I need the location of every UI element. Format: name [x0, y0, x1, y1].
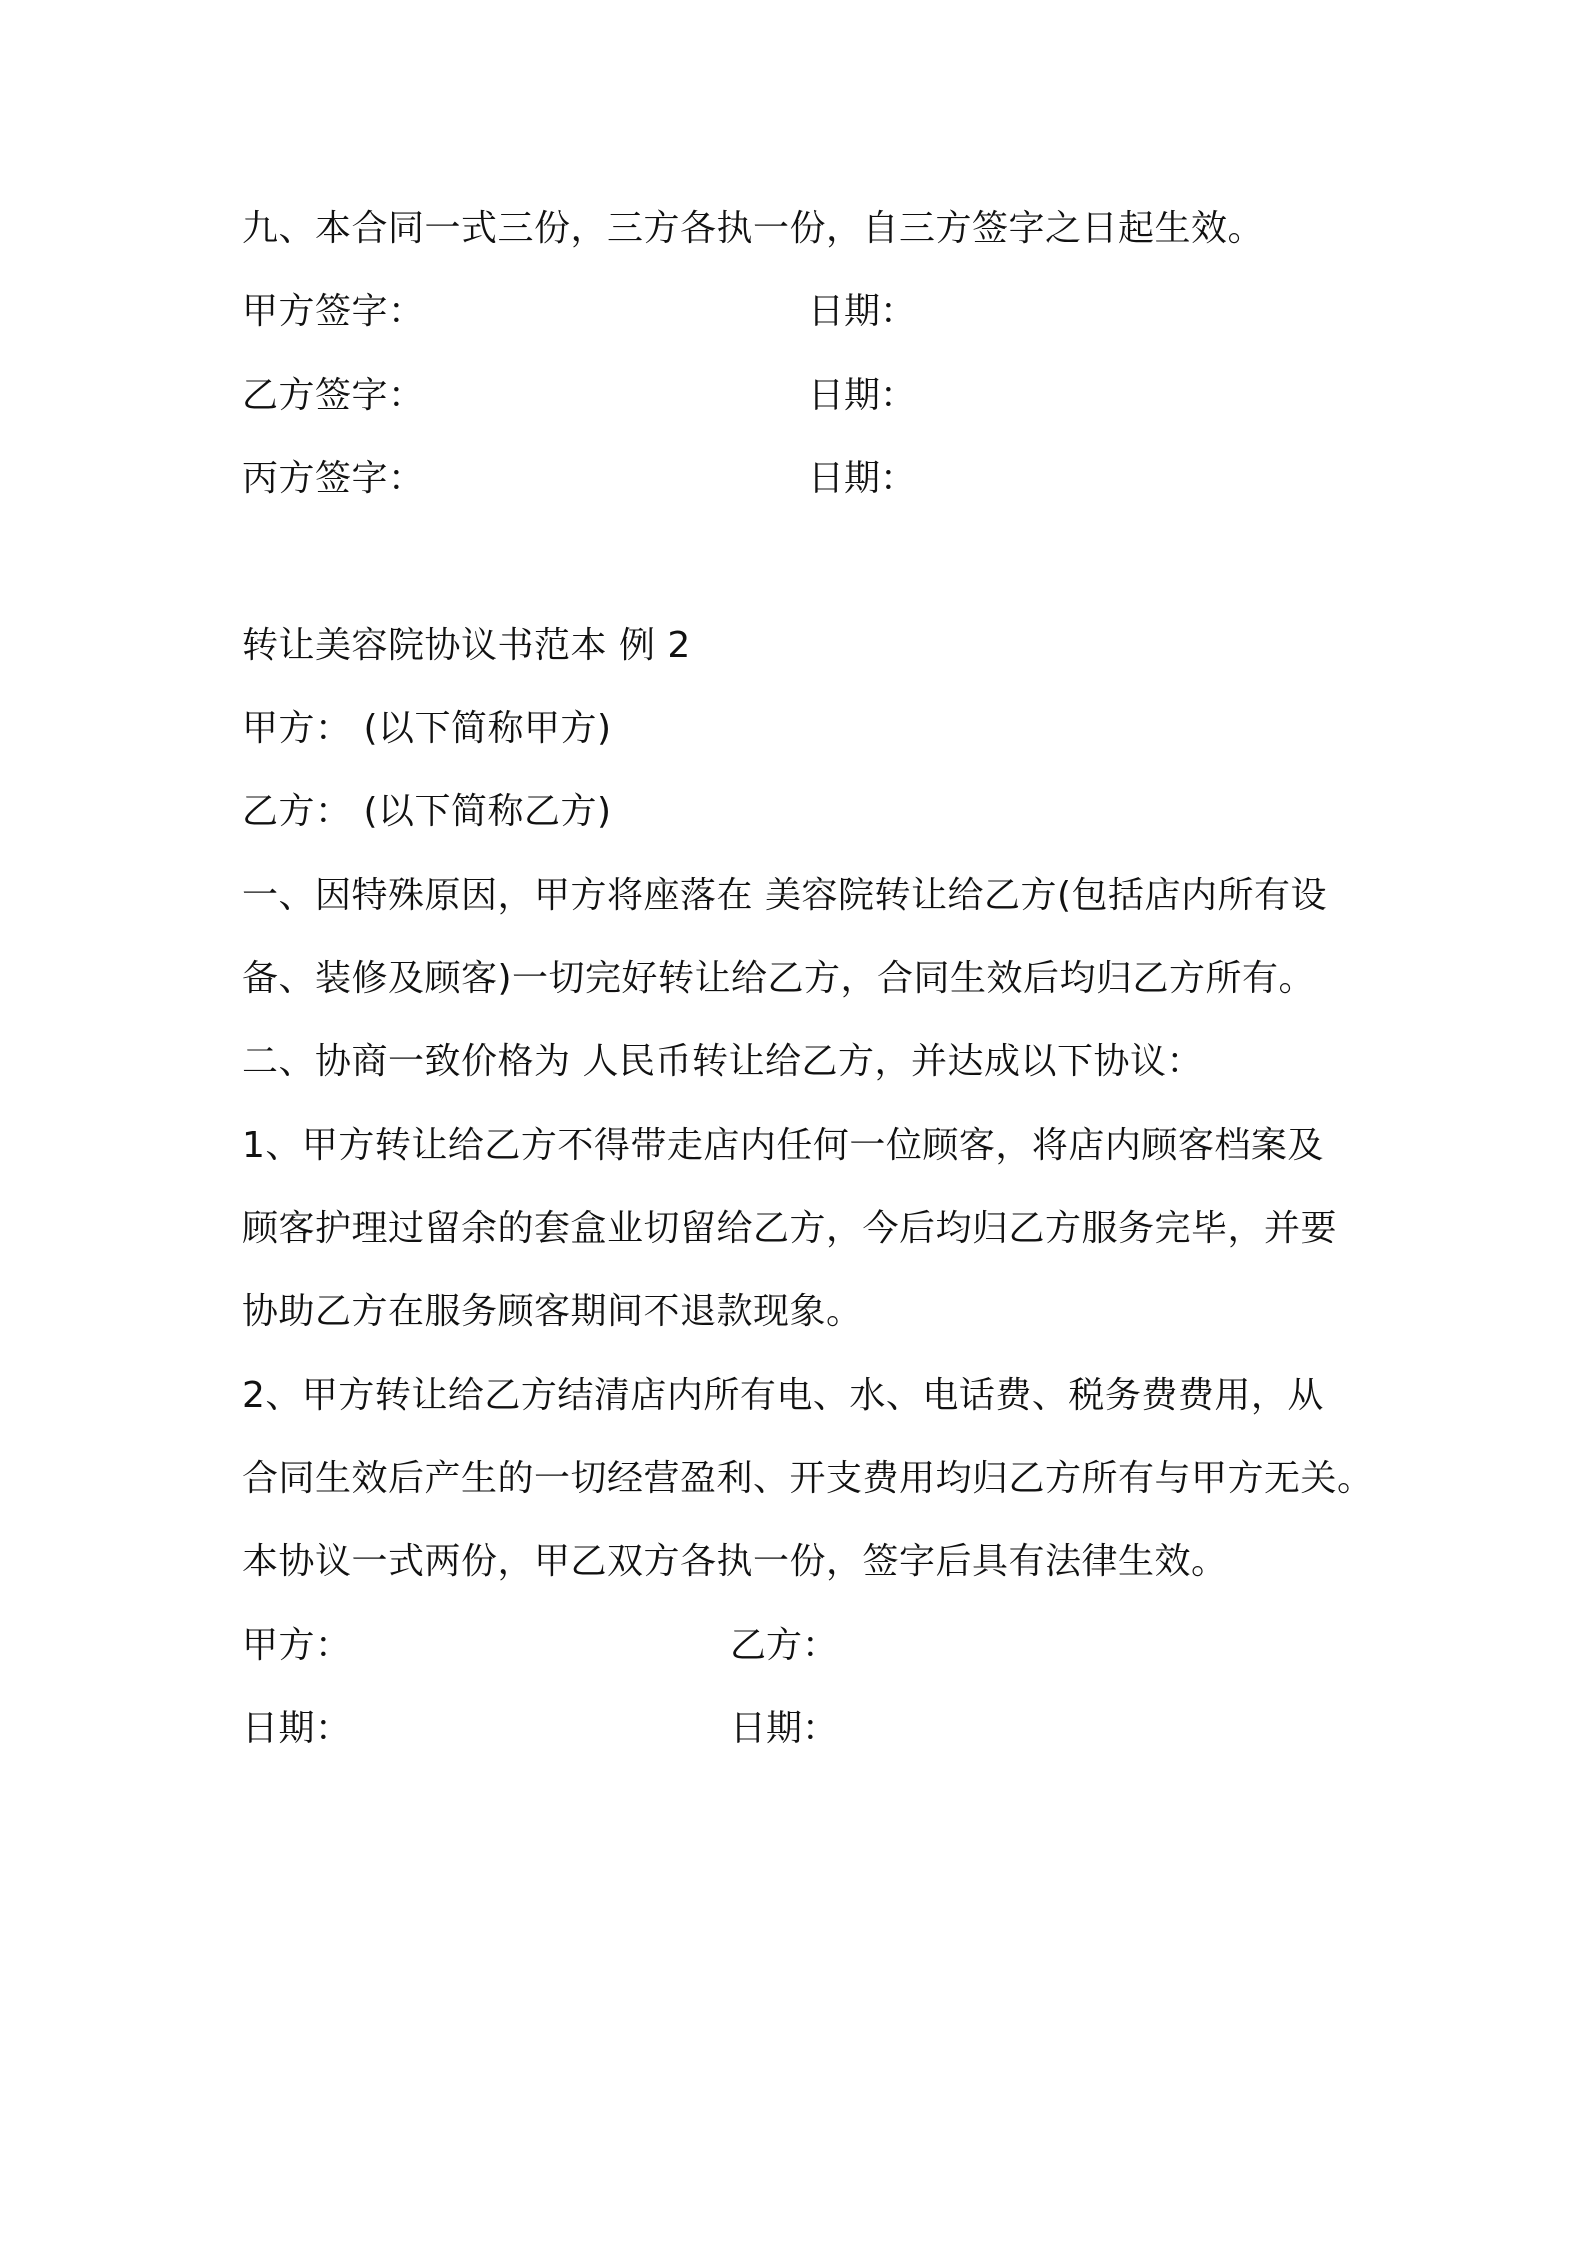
signature-b-date: 日期： — [808, 375, 917, 416]
example-title: 转让美容院协议书范本 例 2 — [242, 625, 691, 666]
sign-party-a: 甲方： — [242, 1625, 352, 1666]
final-statement: 本协议一式两份，甲乙双方各执一份，签字后具有法律生效。 — [242, 1541, 1228, 1582]
clause-two: 二、协商一致价格为 人民币转让给乙方，并达成以下协议： — [242, 1041, 1203, 1082]
signature-c-label: 丙方签字： — [242, 458, 425, 499]
signature-b-label: 乙方签字： — [242, 375, 425, 416]
sub-clause-one-line1: 1、甲方转让给乙方不得带走店内任何一位顾客，将店内顾客档案及 — [242, 1125, 1324, 1166]
signature-a-label: 甲方签字： — [242, 291, 425, 332]
clause-one-line1: 一、因特殊原因，甲方将座落在 美容院转让给乙方(包括店内所有设 — [242, 875, 1327, 916]
clause-nine: 九、本合同一式三份，三方各执一份，自三方签字之日起生效。 — [242, 208, 1265, 249]
date-party-b: 日期： — [730, 1708, 839, 1749]
party-a-line: 甲方： (以下简称甲方) — [242, 708, 612, 749]
sign-party-b: 乙方： — [730, 1625, 839, 1666]
party-b-line: 乙方： (以下简称乙方) — [242, 791, 612, 832]
clause-one-line2: 备、装修及顾客)一切完好转让给乙方，合同生效后均归乙方所有。 — [242, 958, 1316, 999]
sub-clause-two-line1: 2、甲方转让给乙方结清店内所有电、水、电话费、税务费费用，从 — [242, 1375, 1324, 1416]
signature-a-date: 日期： — [808, 291, 917, 332]
sub-clause-one-line3: 协助乙方在服务顾客期间不退款现象。 — [242, 1291, 863, 1332]
date-party-a: 日期： — [242, 1708, 352, 1749]
sub-clause-two-line2: 合同生效后产生的一切经营盈利、开支费用均归乙方所有与甲方无关。 — [242, 1458, 1374, 1499]
signature-c-date: 日期： — [808, 458, 917, 499]
sub-clause-one-line2: 顾客护理过留余的套盒业切留给乙方，今后均归乙方服务完毕，并要 — [242, 1208, 1338, 1249]
